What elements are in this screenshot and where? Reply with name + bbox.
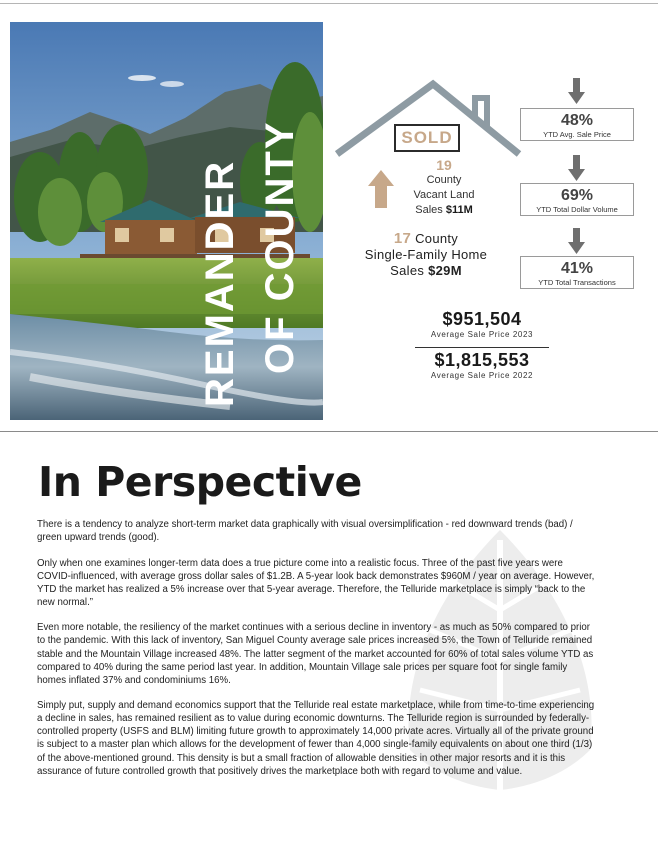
stat-box-value: 48%: [560, 112, 594, 129]
single-family-count: 17: [393, 230, 412, 247]
price-value: $1,815,553: [434, 350, 530, 370]
paragraph: There is a tendency to analyze short-term market data graphically with visual oversimplification - red downward trends (bad) / green upward trends (good).: [37, 519, 573, 544]
price-label: Average Sale Price 2023: [430, 330, 534, 339]
down-arrow-icon: [568, 78, 585, 104]
stat-box-avg-sale-price: [520, 108, 634, 141]
stat-box-value: 41%: [560, 260, 594, 277]
paragraph: Only when one examines longer-term data does a true picture come into a realistic focus. Three of the past five years were COVID-influenced, with average gross dollar sales of $1.2B. A 5-year look back demonstrates $960M / year on average. However, YTD the market has realized a 5% increase over that 5-year average. Therefore, the Telluride marketplace is simply “back to the new normal.”: [37, 557, 595, 608]
stat-box-label: YTD Total Transactions: [538, 278, 616, 287]
paragraph: Simply put, supply and demand economics support that the Telluride real estate marketplace, while from time-to-time experiencing a decline in sales, has remained resilient as to value during economic downturns. The Telluride region is surrounded by federally-controlled property (USFS and BLM) limiting future growth to approximately 14,000 private acres. Virtually all of the private ground is subject to a master plan which allows for the development of fewer than 4,000 single-family equivalents on about one third (1/3) of the above-mentioned ground. This density is but a small fraction of allowable densities in other major resorts and it is this assurance of future controlled growth that positively drives the marketplace both with regard to volume and value.: [37, 700, 595, 777]
top-divider: [0, 3, 658, 4]
vertical-title: [10, 22, 323, 420]
price-label: Average Sale Price 2022: [430, 371, 534, 380]
stat-box-total-dollar-volume: [520, 183, 634, 216]
stat-box-value: 69%: [560, 187, 594, 204]
vacant-land-count: 19: [436, 157, 452, 173]
vacant-land-line2: Vacant Land: [413, 189, 475, 201]
vacant-land-line3: Sales: [415, 204, 443, 216]
up-arrow-icon: [368, 170, 394, 208]
price-value: $951,504: [442, 309, 522, 329]
single-family-line3: Sales: [390, 263, 425, 278]
avg-sale-price-2022: [412, 350, 552, 380]
stat-box-label: YTD Total Dollar Volume: [536, 205, 618, 214]
stat-box-total-transactions: [520, 256, 634, 289]
single-family-stat: [348, 231, 504, 279]
paragraph: Even more notable, the resiliency of the market continues with a serious decline in inventory - as much as 50% compared to prior to the pandemic. With this lack of inventory, San Miguel County average sale prices increased 5%, the Town of Telluride remained stable and the Mountain Village increased 48%. The latter segment of the market accounted for 60% of total sales volume YTD as compared to 40% during the same period last year. In addition, Mountain Village sale prices per square foot for single family homes inflated 37% and condominiums 16%.: [37, 622, 594, 686]
vacant-land-stat: [400, 158, 488, 218]
page-title: In Perspective: [38, 458, 362, 506]
vacant-land-amount: $11M: [445, 204, 473, 216]
single-family-line1: County: [415, 231, 459, 246]
section-divider: [0, 431, 658, 432]
price-divider: [415, 347, 549, 348]
down-arrow-icon: [568, 228, 585, 254]
vertical-title-line2: OF COUNTY: [258, 120, 302, 374]
vacant-land-line1: County: [426, 174, 462, 186]
stat-box-label: YTD Avg. Sale Price: [543, 130, 611, 139]
down-arrow-icon: [568, 155, 585, 181]
sold-label: SOLD: [394, 124, 460, 152]
single-family-amount: $29M: [428, 263, 462, 278]
avg-sale-price-2023: [412, 309, 552, 339]
article-body: [37, 518, 597, 790]
single-family-line2: Single-Family Home: [364, 247, 488, 262]
vertical-title-line1: REMANDER: [198, 159, 242, 407]
